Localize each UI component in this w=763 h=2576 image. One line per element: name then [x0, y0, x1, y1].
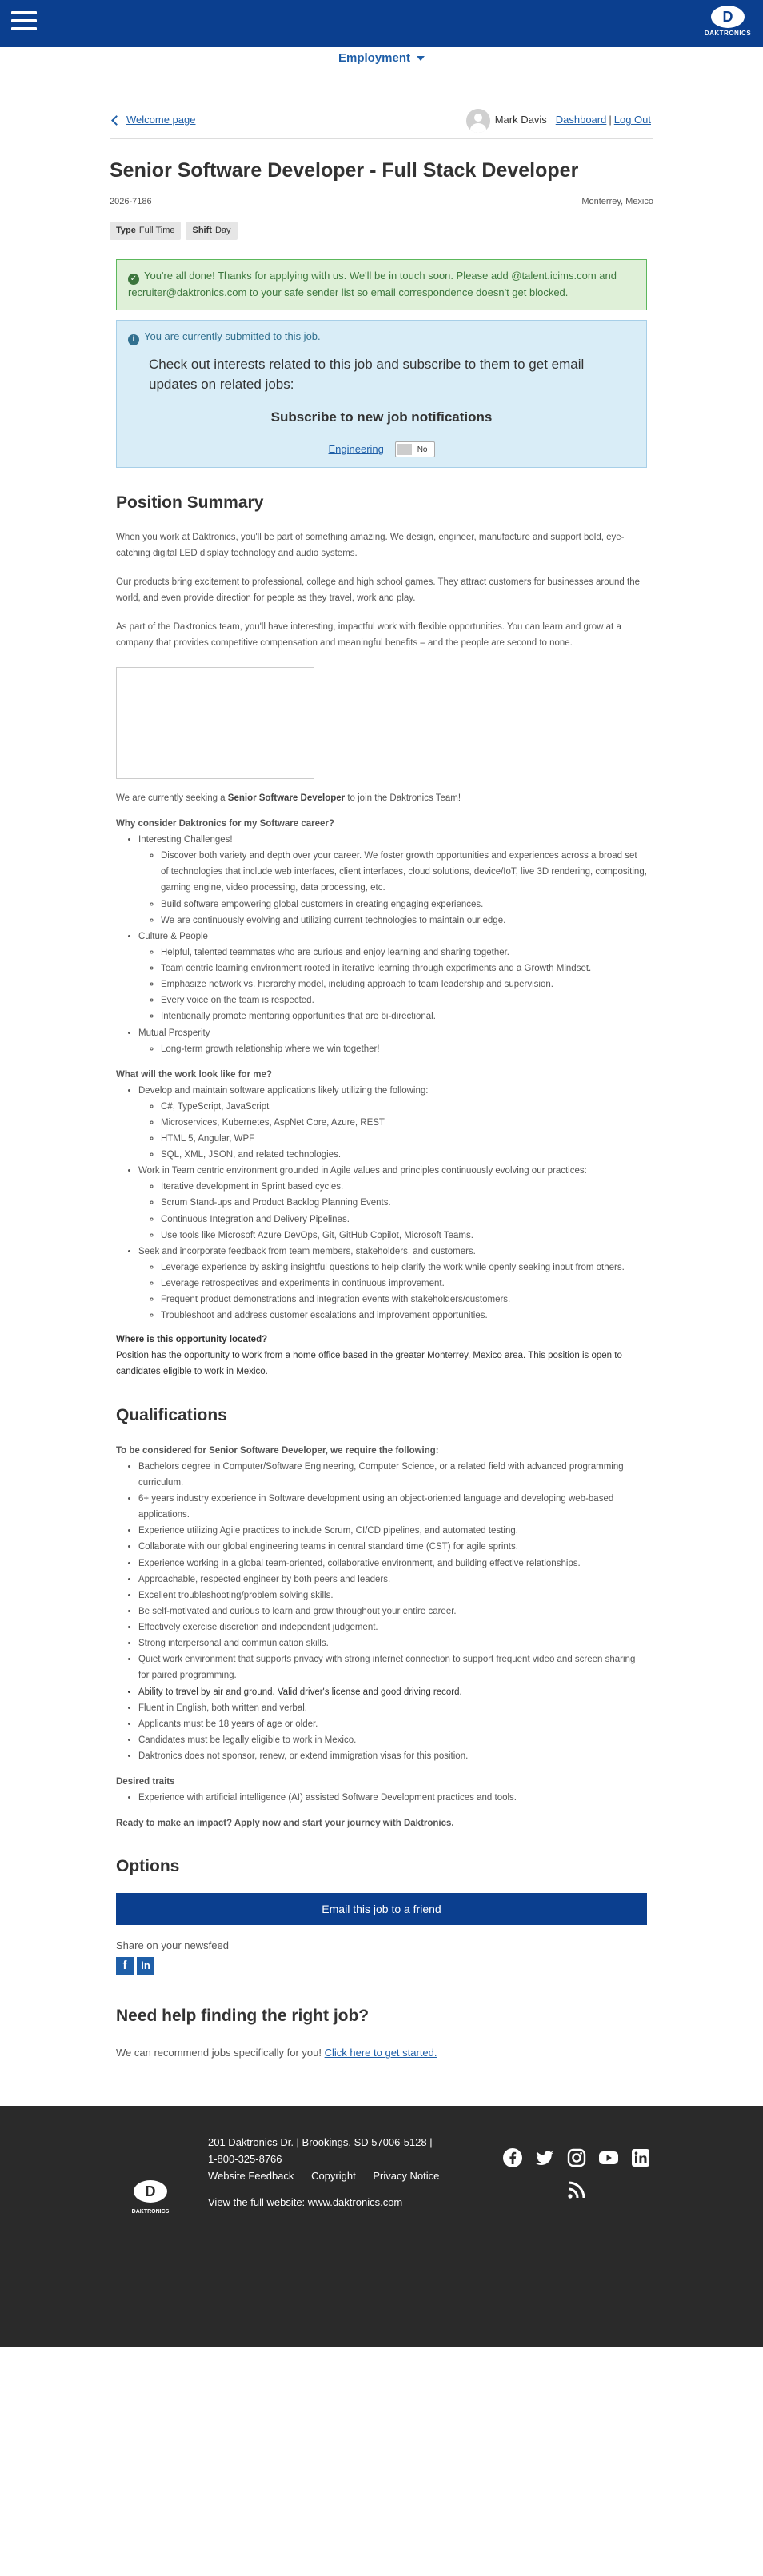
seeking-statement	[116, 792, 647, 806]
sub-list-item: ◦ Leverage retrospectives and experiments in continuous improvement.	[161, 1276, 647, 1292]
sub-list	[161, 1260, 647, 1324]
sub-list-item: ◦ Emphasize network vs. hierarchy model, including approach to team leadership and supervision.	[161, 976, 647, 992]
privacy-notice-link[interactable]: Privacy Notice	[373, 2169, 440, 2182]
user-bar	[110, 102, 653, 139]
sub-list-item: ◦ Iterative development in Sprint based cycles.	[161, 1179, 647, 1195]
video-embed[interactable]	[116, 667, 314, 779]
job-meta	[110, 195, 653, 209]
list-item-label: Interesting Challenges!	[138, 835, 233, 845]
list-item	[138, 1244, 647, 1324]
position-summary-heading: Position Summary	[116, 493, 264, 513]
list-item-label: Develop and maintain software applications likely utilizing the following:	[138, 1085, 429, 1096]
category-dropdown[interactable]	[338, 51, 425, 65]
sub-list-item: ◦ Every voice on the team is respected.	[161, 992, 647, 1008]
copyright-link[interactable]: Copyright	[311, 2169, 356, 2182]
sub-list-item: ◦ Microservices, Kubernetes, AspNet Core, Azure, REST	[161, 1115, 647, 1131]
job-tags	[110, 222, 653, 240]
recommend-text	[116, 2045, 647, 2061]
separator: |	[609, 114, 612, 126]
logout-link[interactable]: Log Out	[613, 114, 651, 126]
website-feedback-link[interactable]: Website Feedback	[208, 2169, 294, 2182]
welcome-page-link[interactable]: Welcome page	[126, 114, 196, 126]
recommend-label: We can recommend jobs specifically for you!	[116, 2047, 322, 2059]
check-circle-icon: ✓	[128, 274, 139, 285]
list-item: • Collaborate with our global engineering teams in central standard time (CST) for agile sprints.	[138, 1539, 647, 1555]
job-id: 2026-7186	[110, 197, 152, 206]
chevron-left-icon	[111, 115, 122, 126]
list-item-label: Culture & People	[138, 931, 208, 941]
summary-paragraph-3: As part of the Daktronics team, you'll have interesting, impactful work with flexible opportunities. You can learn and grow at a company that provides competitive compensation and meaningful benefits – and the people are second to none.	[116, 622, 621, 649]
avatar	[466, 109, 490, 133]
toggle-label: No	[417, 445, 428, 455]
footer-social	[502, 2147, 662, 2205]
list-item: • Candidates must be legally eligible to work in Mexico.	[138, 1732, 647, 1748]
caret-down-icon	[417, 56, 425, 61]
list-item: • Experience utilizing Agile practices to include Scrum, CI/CD pipelines, and automated testing.	[138, 1523, 647, 1539]
sub-list-item: ◦ Frequent product demonstrations and integration events with stakeholders/customers.	[161, 1292, 647, 1308]
sub-list	[161, 1179, 647, 1244]
sub-list-item: ◦ Continuous Integration and Delivery Pipelines.	[161, 1212, 647, 1228]
list-item: • Effectively exercise discretion and independent judgement.	[138, 1619, 647, 1635]
work-list	[138, 1083, 647, 1324]
why-heading: Why consider Daktronics for my Software career?	[116, 819, 334, 829]
list-item: • Approachable, respected engineer by both peers and leaders.	[138, 1572, 647, 1588]
rss-icon[interactable]	[566, 2179, 587, 2200]
why-list	[138, 832, 647, 1057]
sub-list	[161, 1099, 647, 1164]
list-item: • Applicants must be 18 years of age or older.	[138, 1716, 647, 1732]
email-job-button[interactable]: Email this job to a friend	[116, 1893, 647, 1925]
sub-list-item: ◦ Use tools like Microsoft Azure DevOps, Git, GitHub Copilot, Microsoft Teams.	[161, 1228, 647, 1244]
list-item	[138, 1163, 647, 1244]
sub-list-item: ◦ SQL, XML, JSON, and related technologies.	[161, 1147, 647, 1163]
user-name: Mark Davis	[494, 114, 547, 126]
sub-list	[161, 848, 647, 929]
brand-name: DAKTRONICS	[704, 30, 752, 37]
shift-label: Shift	[192, 226, 212, 236]
daktronics-logo-mark-icon	[710, 5, 745, 29]
qualifications-list	[138, 1459, 647, 1764]
work-heading: What will the work look like for me?	[116, 1069, 272, 1080]
list-item: • Quiet work environment that supports privacy with strong internet connection to support frequent video and screen sharing for paired programming.	[138, 1651, 647, 1683]
footer-logo-mark-icon	[133, 2179, 168, 2203]
interests-lead: Check out interests related to this job and subscribe to them to get email updates on related jobs:	[149, 356, 585, 392]
summary-paragraph-2: Our products bring excitement to professional, college and high school games. They attract customers for businesses around the world, and even provide direction for people as they travel, work and play.	[116, 577, 641, 603]
twitter-icon[interactable]	[534, 2147, 555, 2168]
help-heading: Need help finding the right job?	[116, 2006, 370, 2025]
desired-heading: Desired traits	[116, 1777, 175, 1787]
list-item	[138, 929, 647, 1025]
sub-list-item: ◦ Scrum Stand-ups and Product Backlog Planning Events.	[161, 1195, 647, 1211]
job-location: Monterrey, Mexico	[581, 197, 653, 206]
youtube-icon[interactable]	[598, 2147, 619, 2168]
subscribe-heading: Subscribe to new job notifications	[270, 409, 493, 425]
options-heading: Options	[116, 1856, 180, 1875]
type-value: Full Time	[138, 226, 175, 236]
qualifications-intro: To be considered for Senior Software Developer, we require the following:	[116, 1446, 439, 1456]
footer-links	[208, 2168, 453, 2185]
list-item	[138, 832, 647, 929]
category-bar	[0, 47, 763, 66]
interest-row	[128, 441, 635, 458]
list-item: • Excellent troubleshooting/problem solving skills.	[138, 1588, 647, 1604]
full-website-link[interactable]: View the full website: www.daktronics.com	[208, 2195, 403, 2208]
type-chip	[110, 222, 181, 240]
sub-list	[161, 945, 647, 1025]
instagram-icon[interactable]	[566, 2147, 587, 2168]
seeking-post: to join the Daktronics Team!	[347, 793, 461, 804]
sub-list	[161, 1041, 647, 1057]
sub-list-item: ◦ We are continuously evolving and utilizing current technologies to maintain our edge.	[161, 913, 647, 929]
qualifications-heading: Qualifications	[116, 1405, 227, 1424]
hamburger-icon[interactable]	[11, 11, 37, 34]
location-heading: Where is this opportunity located?	[116, 1335, 268, 1345]
daktronics-logo[interactable]	[701, 5, 755, 42]
svg-text:D: D	[145, 2183, 156, 2200]
share-label: Share on your newsfeed	[116, 1939, 229, 1951]
footer-logo[interactable]	[128, 2179, 173, 2216]
list-item: • Ability to travel by air and ground. Valid driver's license and good driving record.	[138, 1684, 647, 1700]
top-navbar	[0, 0, 763, 47]
sub-list-item: ◦ Team centric learning environment rooted in iterative learning through experiments and a Growth Mindset.	[161, 961, 647, 976]
submitted-info-panel	[116, 320, 647, 468]
sub-list-item: ◦ Intentionally promote mentoring opportunities that are bi-directional.	[161, 1008, 647, 1024]
sub-list-item: ◦ Discover both variety and depth over your career. We foster growth opportunities and experiences across a broad set of technologies that include web interfaces, client interfaces, cloud solutions, device/IoT, live 3D rendering, compositing, gaming engine, video processing, data processing, etc.	[161, 848, 647, 896]
list-item: • Experience with artificial intelligence (AI) assisted Software Development practices and tools.	[138, 1790, 647, 1806]
summary-paragraph-1: When you work at Daktronics, you'll be part of something amazing. We design, engineer, manufacture and support bold, eye-catching digital LED display technology and audio systems.	[116, 532, 625, 558]
list-item: • Daktronics does not sponsor, renew, or extend immigration visas for this position.	[138, 1748, 647, 1764]
closing-statement: Ready to make an impact? Apply now and start your journey with Daktronics.	[116, 1819, 454, 1829]
linkedin-icon[interactable]	[630, 2147, 651, 2168]
success-alert	[116, 259, 647, 310]
sub-list-item: ◦ HTML 5, Angular, WPF	[161, 1131, 647, 1147]
list-item-label: Mutual Prosperity	[138, 1028, 210, 1038]
list-item	[138, 1025, 647, 1057]
sub-list-item: ◦ Long-term growth relationship where we win together!	[161, 1041, 647, 1057]
location-text: Position has the opportunity to work from a home office based in the greater Monterrey, Mexico area. This position is open to candidates eligible to work in Mexico.	[116, 1351, 622, 1377]
desired-list	[138, 1790, 647, 1806]
type-label: Type	[116, 226, 136, 236]
sub-list-item: ◦ Build software empowering global customers in creating engaging experiences.	[161, 897, 647, 913]
sub-list-item: ◦ Leverage experience by asking insightful questions to help clarify the work while openly seeking input from others.	[161, 1260, 647, 1276]
list-item	[138, 1083, 647, 1164]
list-item: • Strong interpersonal and communication skills.	[138, 1635, 647, 1651]
seeking-pre: We are currently seeking a	[116, 793, 226, 804]
list-item-label: Work in Team centric environment grounded in Agile values and principles continuously evolving our practices:	[138, 1166, 587, 1176]
facebook-icon[interactable]	[502, 2147, 523, 2168]
footer-info	[208, 2135, 453, 2211]
seeking-role: Senior Software Developer	[227, 793, 346, 804]
sub-list-item: ◦ Troubleshoot and address customer escalations and improvement opportunities.	[161, 1308, 647, 1324]
get-started-link[interactable]: Click here to get started.	[324, 2047, 437, 2059]
toggle-knob	[397, 444, 412, 455]
dashboard-link[interactable]: Dashboard	[555, 114, 607, 126]
facebook-icon[interactable]: f	[116, 1957, 134, 1975]
job-title: Senior Software Developer - Full Stack Developer	[110, 159, 579, 182]
engineering-interest-link[interactable]: Engineering	[328, 442, 384, 455]
footer-phone: 1-800-325-8766	[208, 2153, 282, 2166]
sub-list-item: ◦ Helpful, talented teammates who are curious and enjoy learning and sharing together.	[161, 945, 647, 961]
linkedin-icon[interactable]: in	[137, 1957, 154, 1975]
category-label: Employment	[338, 51, 410, 65]
sub-list-item: ◦ C#, TypeScript, JavaScript	[161, 1099, 647, 1115]
list-item: • Fluent in English, both written and verbal.	[138, 1700, 647, 1716]
user-menu	[466, 109, 653, 133]
list-item: • 6+ years industry experience in Software development using an object-oriented language and developing web-based applications.	[138, 1491, 647, 1523]
location-section	[116, 1333, 647, 1380]
list-item-label: Seek and incorporate feedback from team members, stakeholders, and customers.	[138, 1246, 476, 1256]
back-link-group	[110, 112, 195, 128]
footer	[0, 2106, 763, 2347]
subscribe-toggle[interactable]	[395, 441, 435, 457]
list-item: • Be self-motivated and curious to learn and grow throughout your entire career.	[138, 1604, 647, 1619]
list-item: • Bachelors degree in Computer/Software Engineering, Computer Science, or a related field with advanced programming curriculum.	[138, 1459, 647, 1491]
footer-address: 201 Daktronics Dr. | Brookings, SD 57006-5128 |	[208, 2136, 433, 2149]
shift-value: Day	[214, 226, 231, 236]
list-item: • Experience working in a global team-oriented, collaborative environment, and building effective relationships.	[138, 1556, 647, 1572]
shift-chip	[186, 222, 237, 240]
info-icon: i	[128, 334, 139, 345]
main-content	[110, 102, 653, 2061]
svg-text:D: D	[722, 9, 733, 25]
success-message: You're all done! Thanks for applying with us. We'll be in touch soon. Please add @talent.icims.com and recruiter@daktronics.com to your safe sender list so email correspondence doesn't get blocked.	[128, 270, 617, 299]
footer-brand-name: DAKTRONICS	[131, 2208, 170, 2215]
submitted-message: You are currently submitted to this job.	[144, 329, 321, 342]
share-buttons	[116, 1957, 647, 1975]
